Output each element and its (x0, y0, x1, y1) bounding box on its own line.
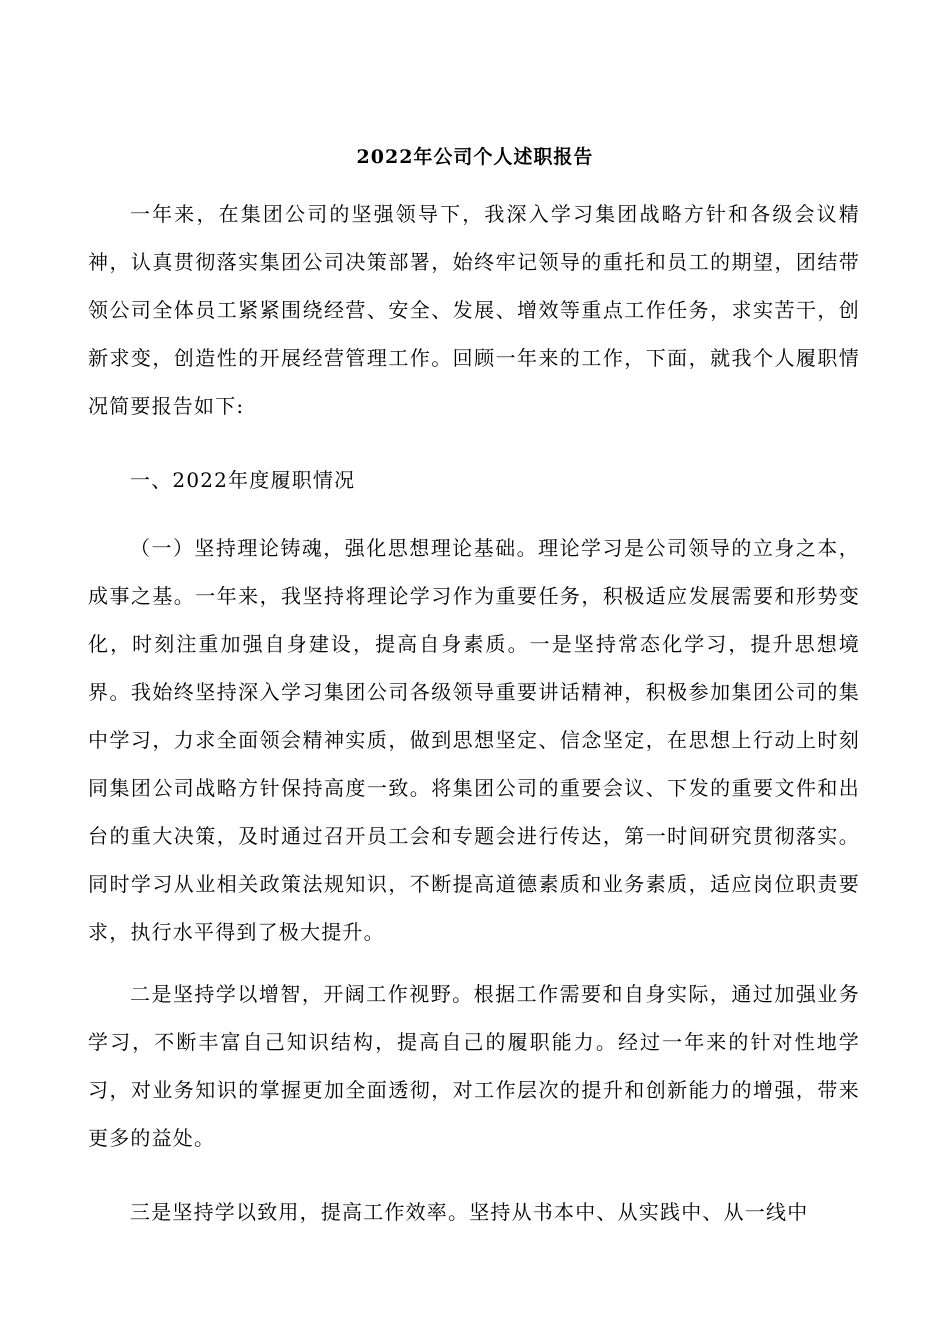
section-heading: 一、2022年度履职情况 (130, 468, 356, 492)
document-body (88, 190, 860, 1262)
document-title: 2022年公司个人述职报告 (356, 146, 594, 168)
paragraph-apply-learning: 三是坚持学以致用，提高工作效率。坚持从书本中、从实践中、从一线中 (130, 1200, 809, 1224)
paragraph-learning-wisdom: 二是坚持学以增智，开阔工作视野。根据工作需要和自身实际，通过加强业务学习，不断丰富自己知识结构，提高自己的履职能力。经过一年来的针对性地学习，对业务知识的掌握更加全面透彻，对工作层次的提升和创新能力的增强，带来更多的益处。 (88, 982, 860, 1150)
paragraph-theory-study: （一）坚持理论铸魂，强化思想理论基础。理论学习是公司领导的立身之本，成事之基。一年来，我坚持将理论学习作为重要任务，积极适应发展需要和形势变化，时刻注重加强自身建设，提高自身素质。一是坚持常态化学习，提升思想境界。我始终坚持深入学习集团公司各级领导重要讲话精神，积极参加集团公司的集中学习，力求全面领会精神实质，做到思想坚定、信念坚定，在思想上行动上时刻同集团公司战略方针保持高度一致。将集团公司的重要会议、下发的重要文件和出台的重大决策，及时通过召开员工会和专题会进行传达，第一时间研究贯彻落实。同时学习从业相关政策法规知识，不断提高道德素质和业务素质，适应岗位职责要求，执行水平得到了极大提升。 (88, 536, 860, 944)
paragraph-intro: 一年来，在集团公司的坚强领导下，我深入学习集团战略方针和各级会议精神，认真贯彻落实集团公司决策部署，始终牢记领导的重托和员工的期望，团结带领公司全体员工紧紧围绕经营、安全、发展、增效等重点工作任务，求实苦干，创新求变，创造性的开展经营管理工作。回顾一年来的工作，下面，就我个人履职情况简要报告如下: (88, 202, 860, 418)
